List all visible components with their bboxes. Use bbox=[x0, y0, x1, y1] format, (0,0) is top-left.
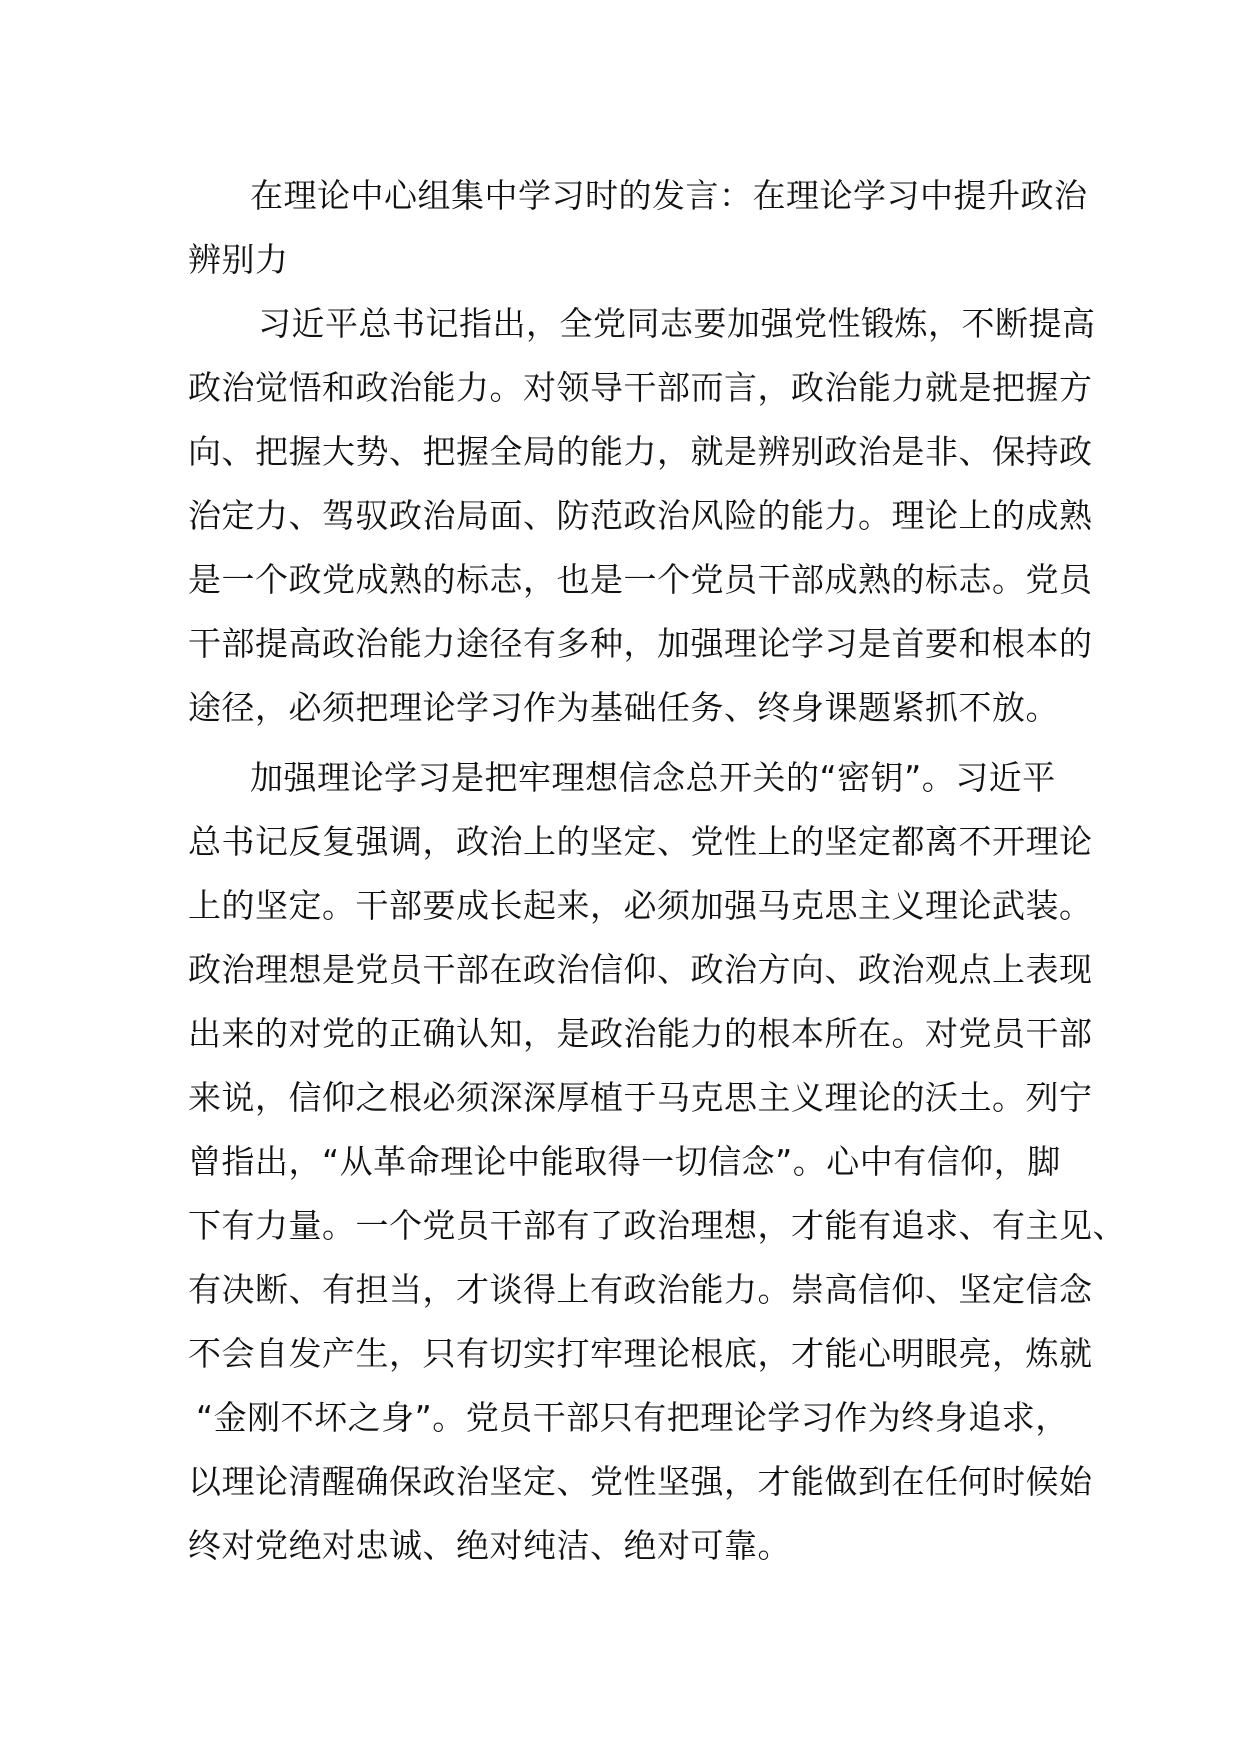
document-body bbox=[188, 164, 1126, 1578]
paragraph-1 bbox=[188, 292, 1096, 740]
paragraph-line: 有决断、有担当，才谈得上有政治能力。崇高信仰、坚定信念 bbox=[188, 1270, 1093, 1309]
paragraph-line: 上的坚定。干部要成长起来，必须加强马克思主义理论武装。 bbox=[188, 886, 1093, 925]
paragraph-line: 总书记反复强调，政治上的坚定、党性上的坚定都离不开理论 bbox=[188, 822, 1093, 861]
paragraph-line: 出来的对党的正确认知，是政治能力的根本所在。对党员干部 bbox=[188, 1014, 1093, 1053]
paragraph-line: 加强理论学习是把牢理想信念总开关的“密钥”。习近平 bbox=[250, 758, 1056, 797]
paragraph-line: 习近平总书记指出，全党同志要加强党性锻炼，不断提高 bbox=[258, 304, 1096, 343]
paragraph-line: 途径，必须把理论学习作为基础任务、终身课题紧抓不放。 bbox=[188, 688, 1059, 727]
title-line: 在理论中心组集中学习时的发言：在理论学习中提升政治 bbox=[250, 176, 1088, 215]
paragraph-line: 以理论清醒确保政治坚定、党性坚强，才能做到在任何时候始 bbox=[188, 1462, 1093, 1501]
paragraph-line: 干部提高政治能力途径有多种，加强理论学习是首要和根本的 bbox=[188, 624, 1093, 663]
paragraph-line: 是一个政党成熟的标志，也是一个党员干部成熟的标志。党员 bbox=[188, 560, 1093, 599]
paragraph-line: 治定力、驾驭政治局面、防范政治风险的能力。理论上的成熟 bbox=[188, 496, 1093, 535]
paragraph-line: 政治理想是党员干部在政治信仰、政治方向、政治观点上表现 bbox=[188, 950, 1093, 989]
paragraph-line: 政治觉悟和政治能力。对领导干部而言，政治能力就是把握方 bbox=[188, 368, 1093, 407]
paragraph-line: 来说，信仰之根必须深深厚植于马克思主义理论的沃土。列宁 bbox=[188, 1078, 1093, 1117]
document-title bbox=[188, 164, 1088, 292]
paragraph-2 bbox=[188, 746, 1126, 1578]
title-line: 辨别力 bbox=[188, 240, 289, 279]
paragraph-line: 不会自发产生，只有切实打牢理论根底，才能心明眼亮，炼就 bbox=[188, 1334, 1093, 1373]
paragraph-line: 向、把握大势、把握全局的能力，就是辨别政治是非、保持政 bbox=[188, 432, 1093, 471]
paragraph-line: 终对党绝对忠诚、绝对纯洁、绝对可靠。 bbox=[188, 1526, 791, 1565]
paragraph-line: “金刚不坏之身”。党员干部只有把理论学习作为终身追求， bbox=[196, 1398, 1069, 1437]
paragraph-line: 曾指出，“从革命理论中能取得一切信念”。心中有信仰，脚 bbox=[188, 1142, 1061, 1181]
paragraph-line: 下有力量。一个党员干部有了政治理想，才能有追求、有主见、 bbox=[188, 1206, 1126, 1245]
